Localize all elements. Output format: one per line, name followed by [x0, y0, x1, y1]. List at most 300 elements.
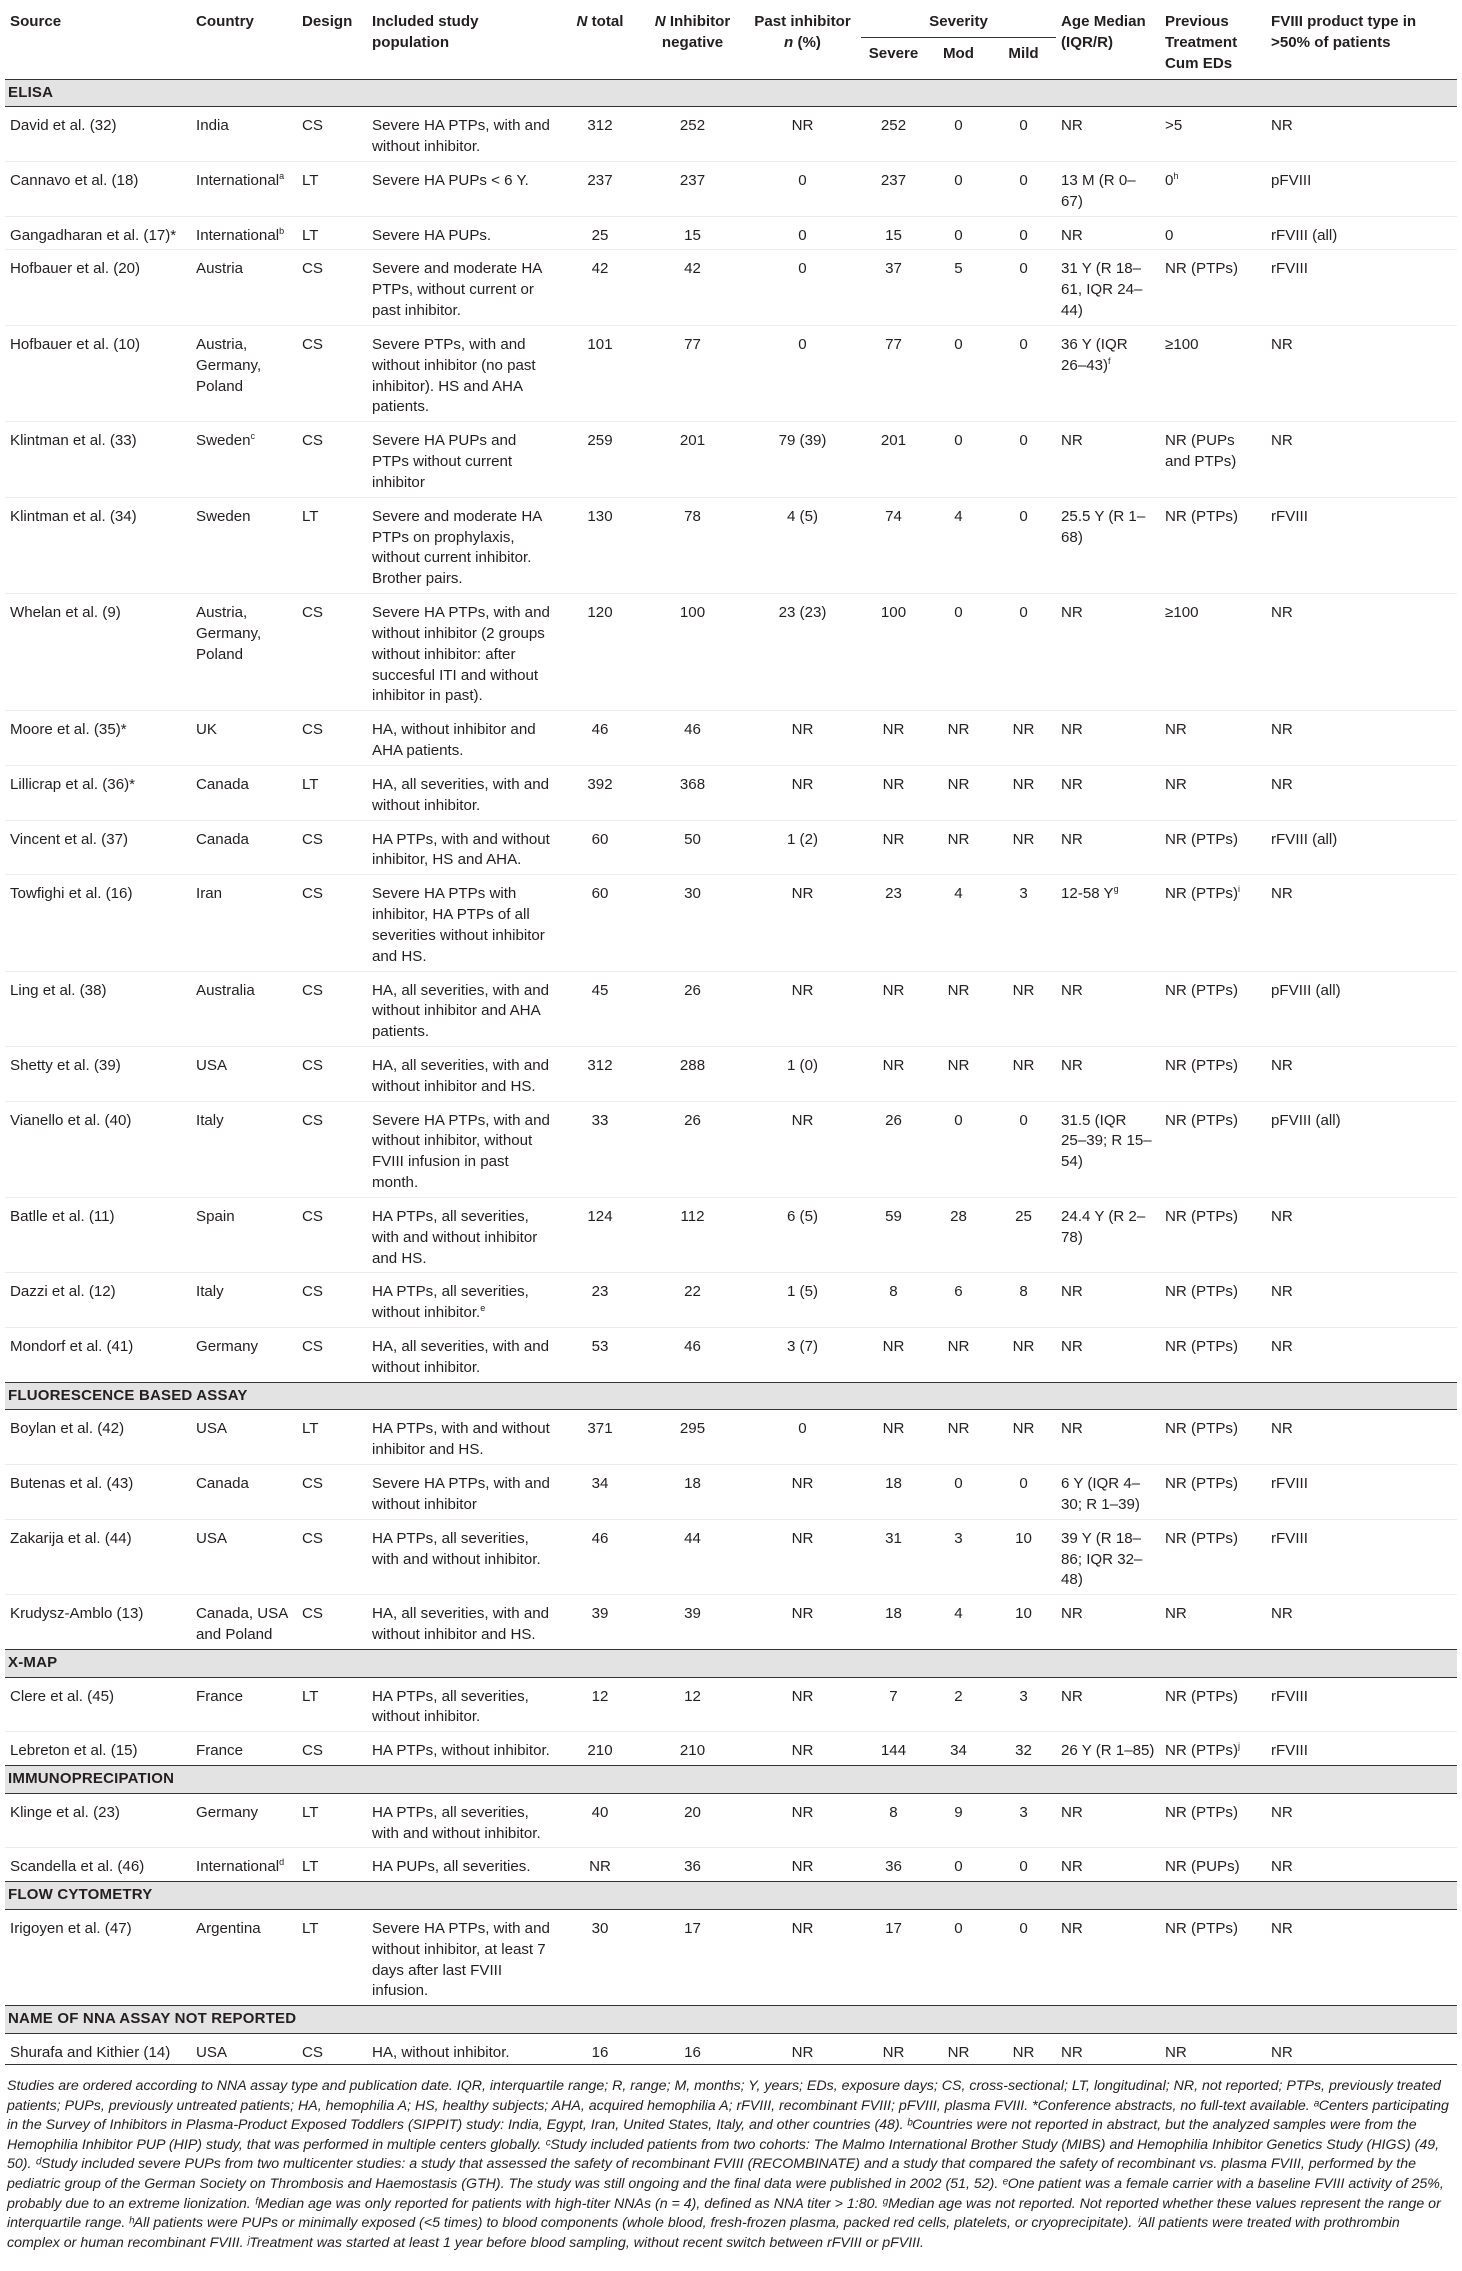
- country-cell-text: Austria, Germany, Poland: [196, 335, 262, 395]
- design-cell: [297, 216, 367, 250]
- source-cell: [5, 1595, 191, 1650]
- mild-cell: [991, 765, 1056, 820]
- inhibitor-negative-cell: [641, 1046, 744, 1101]
- population-cell-text: HA, all severities, with and without inhibitor and AHA patients.: [372, 981, 550, 1041]
- country-cell: [191, 1046, 297, 1101]
- severe-cell: [861, 1197, 926, 1272]
- inhibitor-negative-cell-text: 22: [684, 1283, 701, 1301]
- country-cell-text: International: [196, 172, 280, 189]
- population-cell: [367, 107, 559, 162]
- inhibitor-negative-cell-text: 210: [679, 1742, 706, 1760]
- age-cell-text: NR: [1061, 1858, 1083, 1876]
- population-cell-text: HA PTPs, with and without inhibitor and HS.: [372, 1420, 550, 1459]
- past-inhibitor-cell-text: 4 (5): [786, 507, 819, 525]
- country-cell: [191, 325, 297, 421]
- country-cell-text: USA: [196, 1420, 228, 1438]
- fviii-cell: [1266, 1793, 1457, 1848]
- age-cell: [1056, 216, 1160, 250]
- country-cell: [191, 1595, 297, 1650]
- fviii-cell: [1266, 1465, 1457, 1520]
- inhibitor-negative-cell-text: 50: [684, 830, 701, 848]
- total-cell-text: 259: [587, 432, 613, 450]
- previous-treatment-cell-text: NR: [1165, 2043, 1187, 2061]
- age-cell-text: NR: [1061, 117, 1083, 135]
- mild-cell-text: NR: [1012, 1420, 1035, 1438]
- inhibitor-negative-cell: [641, 820, 744, 875]
- table-row: [5, 1909, 1457, 2005]
- country-cell: [191, 1519, 297, 1594]
- age-cell-text: 25.5 Y (R 1–68): [1061, 507, 1146, 546]
- severe-cell-text: NR: [882, 2043, 905, 2061]
- total-cell-text: 33: [591, 1111, 609, 1129]
- col-country-header: Country: [196, 13, 254, 30]
- country-cell: [191, 820, 297, 875]
- source-cell-text: Lebreton et al. (15): [10, 1742, 138, 1760]
- age-cell: [1056, 765, 1160, 820]
- inhibitor-negative-cell: [641, 422, 744, 497]
- design-cell: [297, 162, 367, 217]
- design-cell-text: CS: [302, 1283, 323, 1301]
- previous-treatment-cell: [1160, 216, 1266, 250]
- mod-cell: [926, 820, 991, 875]
- previous-treatment-cell: [1160, 1273, 1266, 1328]
- past-inhibitor-cell: [744, 162, 861, 217]
- fviii-cell: [1266, 1519, 1457, 1594]
- source-cell-text: Krudysz-Amblo (13): [10, 1605, 144, 1623]
- fviii-cell: [1266, 216, 1457, 250]
- past-inhibitor-cell-text: NR: [791, 1742, 814, 1760]
- past-inhibitor-cell: [744, 594, 861, 711]
- design-cell: [297, 594, 367, 711]
- population-cell: [367, 250, 559, 325]
- inhibitor-negative-cell-text: 46: [684, 721, 701, 739]
- section-header-row: [5, 1882, 1457, 1910]
- past-inhibitor-cell: [744, 1046, 861, 1101]
- fviii-cell: [1266, 107, 1457, 162]
- past-inhibitor-cell-text: 6 (5): [786, 1207, 819, 1225]
- past-inhibitor-cell-text: NR: [791, 775, 814, 793]
- age-cell: [1056, 1848, 1160, 1882]
- table-row: [5, 1793, 1457, 1848]
- total-cell-text: 60: [591, 830, 609, 848]
- total-cell-text: 312: [587, 1056, 613, 1074]
- population-cell: [367, 1328, 559, 1383]
- design-cell-text: CS: [302, 981, 323, 999]
- source-cell-text: Towfighi et al. (16): [10, 885, 133, 903]
- mod-cell-text: 5: [954, 260, 963, 278]
- country-cell-text: Canada: [196, 1475, 249, 1493]
- mild-cell: [991, 325, 1056, 421]
- inhibitor-negative-cell: [641, 162, 744, 217]
- table-row: [5, 820, 1457, 875]
- severe-cell-text: 37: [885, 260, 902, 278]
- severe-cell: [861, 1101, 926, 1197]
- past-inhibitor-cell: [744, 711, 861, 766]
- mild-cell: [991, 107, 1056, 162]
- inhibitor-negative-cell: [641, 1465, 744, 1520]
- fviii-cell: [1266, 1328, 1457, 1383]
- table-row: [5, 162, 1457, 217]
- mod-cell: [926, 1101, 991, 1197]
- previous-treatment-cell-text: NR: [1165, 1605, 1187, 1623]
- severe-cell-text: 252: [880, 117, 907, 135]
- country-cell: [191, 711, 297, 766]
- footnote-marker: h: [1173, 170, 1179, 181]
- source-cell-text: Vianello et al. (40): [10, 1111, 132, 1129]
- age-cell-text: 12-58 Y: [1061, 885, 1114, 903]
- age-cell: [1056, 250, 1160, 325]
- design-cell: [297, 325, 367, 421]
- country-cell: [191, 1909, 297, 2005]
- severe-cell-text: NR: [882, 1056, 905, 1074]
- past-inhibitor-cell: [744, 1410, 861, 1465]
- previous-treatment-cell: [1160, 1595, 1266, 1650]
- table-row: [5, 1595, 1457, 1650]
- severe-cell: [861, 711, 926, 766]
- source-cell-text: Whelan et al. (9): [10, 604, 121, 622]
- mild-cell-text: 10: [1015, 1529, 1032, 1547]
- source-cell: [5, 1848, 191, 1882]
- past-inhibitor-cell: [744, 820, 861, 875]
- section-title: FLUORESCENCE BASED ASSAY: [5, 1382, 1457, 1410]
- total-cell: [559, 971, 641, 1046]
- inhibitor-negative-cell: [641, 1273, 744, 1328]
- inhibitor-negative-cell-text: 18: [684, 1475, 701, 1493]
- fviii-cell-text: pFVIII (all): [1271, 1111, 1341, 1129]
- past-inhibitor-cell: [744, 1273, 861, 1328]
- inhibitor-negative-cell-text: 252: [679, 117, 706, 135]
- age-cell-text: 39 Y (R 18–86; IQR 32–48): [1061, 1529, 1143, 1589]
- source-cell-text: Butenas et al. (43): [10, 1475, 134, 1493]
- country-cell: [191, 1677, 297, 1732]
- mod-cell: [926, 594, 991, 711]
- age-cell-text: NR: [1061, 721, 1083, 739]
- previous-treatment-cell: [1160, 422, 1266, 497]
- design-cell: [297, 1519, 367, 1594]
- population-cell: [367, 820, 559, 875]
- fviii-cell-text: NR: [1271, 1056, 1293, 1074]
- total-cell-text: 210: [587, 1742, 613, 1760]
- past-inhibitor-cell: [744, 765, 861, 820]
- previous-treatment-cell: [1160, 594, 1266, 711]
- previous-treatment-cell-text: 0: [1165, 226, 1174, 244]
- age-cell-text: NR: [1061, 604, 1083, 622]
- severe-cell-text: 17: [885, 1919, 902, 1937]
- col-inhibitor-negative-header: N Inhibitor negative: [654, 13, 731, 51]
- source-cell: [5, 497, 191, 593]
- age-cell: [1056, 1046, 1160, 1101]
- mod-cell-text: NR: [947, 1056, 970, 1074]
- inhibitor-negative-cell-text: 16: [684, 2043, 701, 2061]
- age-cell-text: NR: [1061, 1056, 1083, 1074]
- past-inhibitor-cell-text: NR: [791, 981, 814, 999]
- severe-cell: [861, 422, 926, 497]
- total-cell-text: 60: [591, 885, 609, 903]
- design-cell-text: CS: [302, 1475, 323, 1493]
- mild-cell-text: 0: [1019, 172, 1028, 189]
- past-inhibitor-cell-text: NR: [791, 1605, 814, 1623]
- country-cell-text: Spain: [196, 1207, 235, 1225]
- population-cell: [367, 1465, 559, 1520]
- previous-treatment-cell-text: NR (PTPs): [1165, 885, 1238, 903]
- past-inhibitor-cell-text: NR: [791, 1803, 814, 1821]
- inhibitor-negative-cell: [641, 1410, 744, 1465]
- country-cell: [191, 875, 297, 971]
- source-cell: [5, 875, 191, 971]
- total-cell: [559, 1101, 641, 1197]
- country-cell: [191, 1732, 297, 1766]
- design-cell-text: CS: [302, 1338, 323, 1356]
- source-cell-text: Hofbauer et al. (10): [10, 335, 141, 353]
- population-cell: [367, 1273, 559, 1328]
- mod-cell: [926, 107, 991, 162]
- table-row: [5, 765, 1457, 820]
- fviii-cell-text: rFVIII (all): [1271, 226, 1338, 244]
- total-cell: [559, 162, 641, 217]
- fviii-cell-text: NR: [1271, 117, 1293, 135]
- source-cell: [5, 1519, 191, 1594]
- age-cell-text: NR: [1061, 1283, 1083, 1301]
- mod-cell-text: 0: [954, 432, 963, 450]
- table-row: [5, 875, 1457, 971]
- severe-cell: [861, 875, 926, 971]
- design-cell: [297, 1677, 367, 1732]
- severe-cell-text: 201: [880, 432, 907, 450]
- severe-cell: [861, 1732, 926, 1766]
- severe-cell-text: 8: [889, 1283, 898, 1301]
- design-cell-text: CS: [302, 2043, 323, 2061]
- severe-cell: [861, 1519, 926, 1594]
- col-past-inhibitor-header: Past inhibitor n (%): [754, 13, 851, 51]
- age-cell: [1056, 107, 1160, 162]
- past-inhibitor-cell-text: 0: [798, 226, 807, 244]
- fviii-cell: [1266, 1677, 1457, 1732]
- total-cell-text: 42: [591, 260, 609, 278]
- mild-cell: [991, 820, 1056, 875]
- population-cell: [367, 216, 559, 250]
- population-cell: [367, 765, 559, 820]
- design-cell-text: CS: [302, 1529, 323, 1547]
- total-cell: [559, 422, 641, 497]
- previous-treatment-cell: [1160, 971, 1266, 1046]
- source-cell-text: Shurafa and Kithier (14): [10, 2043, 171, 2061]
- mod-cell: [926, 1410, 991, 1465]
- total-cell-text: NR: [589, 1858, 611, 1876]
- population-cell: [367, 1732, 559, 1766]
- table-row: [5, 1677, 1457, 1732]
- study-table-container: [5, 0, 1457, 2067]
- total-cell: [559, 1046, 641, 1101]
- past-inhibitor-cell-text: 1 (5): [786, 1283, 819, 1301]
- population-cell-text: Severe HA PUPs < 6 Y.: [372, 172, 529, 189]
- past-inhibitor-cell-text: NR: [791, 721, 814, 739]
- country-cell: [191, 971, 297, 1046]
- previous-treatment-cell: [1160, 1677, 1266, 1732]
- table-row: [5, 2033, 1457, 2066]
- source-cell-text: Vincent et al. (37): [10, 830, 129, 848]
- previous-treatment-cell-text: NR (PTPs): [1165, 981, 1238, 999]
- country-cell-text: Australia: [196, 981, 255, 999]
- age-cell: [1056, 971, 1160, 1046]
- total-cell-text: 16: [591, 2043, 609, 2061]
- mod-cell-text: 6: [954, 1283, 963, 1301]
- source-cell-text: Klintman et al. (33): [10, 432, 137, 450]
- inhibitor-negative-cell: [641, 2033, 744, 2066]
- population-cell-text: HA PTPs, without inhibitor.: [372, 1742, 550, 1760]
- section-title: IMMUNOPRECIPATION: [5, 1766, 1457, 1794]
- previous-treatment-cell: [1160, 497, 1266, 593]
- mod-cell: [926, 765, 991, 820]
- population-cell: [367, 1848, 559, 1882]
- previous-treatment-cell-text: NR: [1165, 775, 1187, 793]
- age-cell: [1056, 1465, 1160, 1520]
- previous-treatment-cell: [1160, 107, 1266, 162]
- fviii-cell: [1266, 1101, 1457, 1197]
- fviii-cell-text: NR: [1271, 885, 1293, 903]
- population-cell: [367, 875, 559, 971]
- header-row: [5, 0, 1457, 37]
- mod-cell-text: 2: [954, 1687, 963, 1705]
- population-cell-text: Severe HA PTPs, with and without inhibitor, without FVIII infusion in past month.: [372, 1111, 550, 1192]
- country-cell: [191, 1465, 297, 1520]
- population-cell-text: HA PTPs, all severities, with and without inhibitor.: [372, 1803, 541, 1842]
- inhibitor-negative-cell: [641, 594, 744, 711]
- age-cell: [1056, 497, 1160, 593]
- mild-cell: [991, 1328, 1056, 1383]
- fviii-cell: [1266, 325, 1457, 421]
- fviii-cell-text: rFVIII: [1271, 1742, 1308, 1760]
- mild-cell: [991, 1273, 1056, 1328]
- design-cell-text: LT: [302, 507, 319, 525]
- design-cell: [297, 1793, 367, 1848]
- population-cell-text: HA PTPs, all severities, without inhibitor.: [372, 1283, 529, 1322]
- footnote-marker: j: [1237, 1741, 1240, 1752]
- inhibitor-negative-cell: [641, 1677, 744, 1732]
- age-cell-text: 26 Y (R 1–85): [1061, 1742, 1155, 1760]
- population-cell: [367, 1909, 559, 2005]
- footnote-marker: c: [250, 431, 256, 442]
- population-cell: [367, 971, 559, 1046]
- age-cell: [1056, 820, 1160, 875]
- previous-treatment-cell-text: NR (PTPs): [1165, 1687, 1238, 1705]
- population-cell-text: HA PTPs, all severities, without inhibitor.: [372, 1687, 529, 1726]
- mod-cell-text: 0: [954, 117, 963, 135]
- past-inhibitor-cell-text: NR: [791, 117, 814, 135]
- inhibitor-negative-cell-text: 39: [684, 1605, 701, 1623]
- past-inhibitor-cell: [744, 1197, 861, 1272]
- mild-cell: [991, 1519, 1056, 1594]
- previous-treatment-cell: [1160, 1197, 1266, 1272]
- mild-cell-text: 3: [1019, 1803, 1028, 1821]
- mod-cell: [926, 1848, 991, 1882]
- mild-cell-text: 0: [1019, 1475, 1028, 1493]
- past-inhibitor-cell: [744, 1101, 861, 1197]
- severe-cell: [861, 107, 926, 162]
- inhibitor-negative-cell-text: 15: [684, 226, 701, 244]
- mod-cell: [926, 1519, 991, 1594]
- country-cell-text: Argentina: [196, 1919, 261, 1937]
- mild-cell-text: 0: [1019, 432, 1028, 450]
- population-cell-text: Severe HA PTPs, with and without inhibitor, at least 7 days after last FVIII infusion.: [372, 1919, 550, 2000]
- design-cell: [297, 2033, 367, 2066]
- previous-treatment-cell: [1160, 1410, 1266, 1465]
- design-cell-text: LT: [302, 1858, 319, 1876]
- total-cell: [559, 107, 641, 162]
- fviii-cell: [1266, 1732, 1457, 1766]
- age-cell: [1056, 594, 1160, 711]
- age-cell-text: 13 M (R 0–67): [1061, 172, 1136, 210]
- population-cell-text: HA, without inhibitor.: [372, 2043, 510, 2061]
- inhibitor-negative-cell: [641, 1197, 744, 1272]
- footnote-marker: b: [279, 225, 285, 236]
- age-cell-text: NR: [1061, 1420, 1083, 1438]
- inhibitor-negative-cell: [641, 250, 744, 325]
- mild-cell-text: 0: [1019, 1858, 1028, 1876]
- severe-cell-text: 23: [885, 885, 902, 903]
- fviii-cell-text: NR: [1271, 721, 1293, 739]
- population-cell-text: HA, all severities, with and without inhibitor.: [372, 1338, 550, 1376]
- severe-cell-text: NR: [882, 1420, 905, 1438]
- source-cell-text: Zakarija et al. (44): [10, 1529, 132, 1547]
- severe-cell-text: NR: [882, 830, 905, 848]
- source-cell: [5, 1197, 191, 1272]
- past-inhibitor-cell: [744, 1595, 861, 1650]
- mild-cell: [991, 2033, 1056, 2066]
- fviii-cell: [1266, 1197, 1457, 1272]
- country-cell-text: Germany: [196, 1338, 259, 1356]
- inhibitor-negative-cell: [641, 711, 744, 766]
- design-cell: [297, 1101, 367, 1197]
- age-cell: [1056, 1519, 1160, 1594]
- source-cell: [5, 594, 191, 711]
- mod-cell-text: NR: [947, 830, 970, 848]
- population-cell: [367, 2033, 559, 2066]
- past-inhibitor-cell: [744, 1328, 861, 1383]
- source-cell-text: Hofbauer et al. (20): [10, 260, 141, 278]
- mild-cell: [991, 497, 1056, 593]
- inhibitor-negative-cell-text: 201: [679, 432, 706, 450]
- past-inhibitor-cell-text: NR: [791, 2043, 814, 2061]
- past-inhibitor-cell: [744, 875, 861, 971]
- past-inhibitor-cell-text: NR: [791, 885, 814, 903]
- country-cell: [191, 422, 297, 497]
- mod-cell: [926, 2033, 991, 2066]
- source-cell: [5, 1273, 191, 1328]
- inhibitor-negative-cell-text: 26: [684, 1111, 701, 1129]
- severe-cell-text: 18: [885, 1605, 902, 1623]
- design-cell-text: CS: [302, 1605, 323, 1623]
- fviii-cell: [1266, 875, 1457, 971]
- section-header-row: [5, 1766, 1457, 1794]
- design-cell-text: CS: [302, 1742, 323, 1760]
- total-cell-text: 40: [591, 1803, 609, 1821]
- country-cell: [191, 1848, 297, 1882]
- mild-cell-text: 3: [1019, 885, 1028, 903]
- table-row: [5, 1519, 1457, 1594]
- severe-cell-text: 15: [885, 226, 902, 244]
- age-cell-text: NR: [1061, 2043, 1083, 2061]
- age-cell-text: NR: [1061, 981, 1083, 999]
- source-cell-text: Shetty et al. (39): [10, 1056, 121, 1074]
- population-cell: [367, 1595, 559, 1650]
- severe-cell-text: NR: [882, 1338, 905, 1356]
- severe-cell: [861, 250, 926, 325]
- col-mod-header: Mod: [926, 37, 991, 79]
- inhibitor-negative-cell-text: 42: [684, 260, 701, 278]
- fviii-cell: [1266, 422, 1457, 497]
- inhibitor-negative-cell-text: 44: [684, 1529, 701, 1547]
- previous-treatment-cell: [1160, 875, 1266, 971]
